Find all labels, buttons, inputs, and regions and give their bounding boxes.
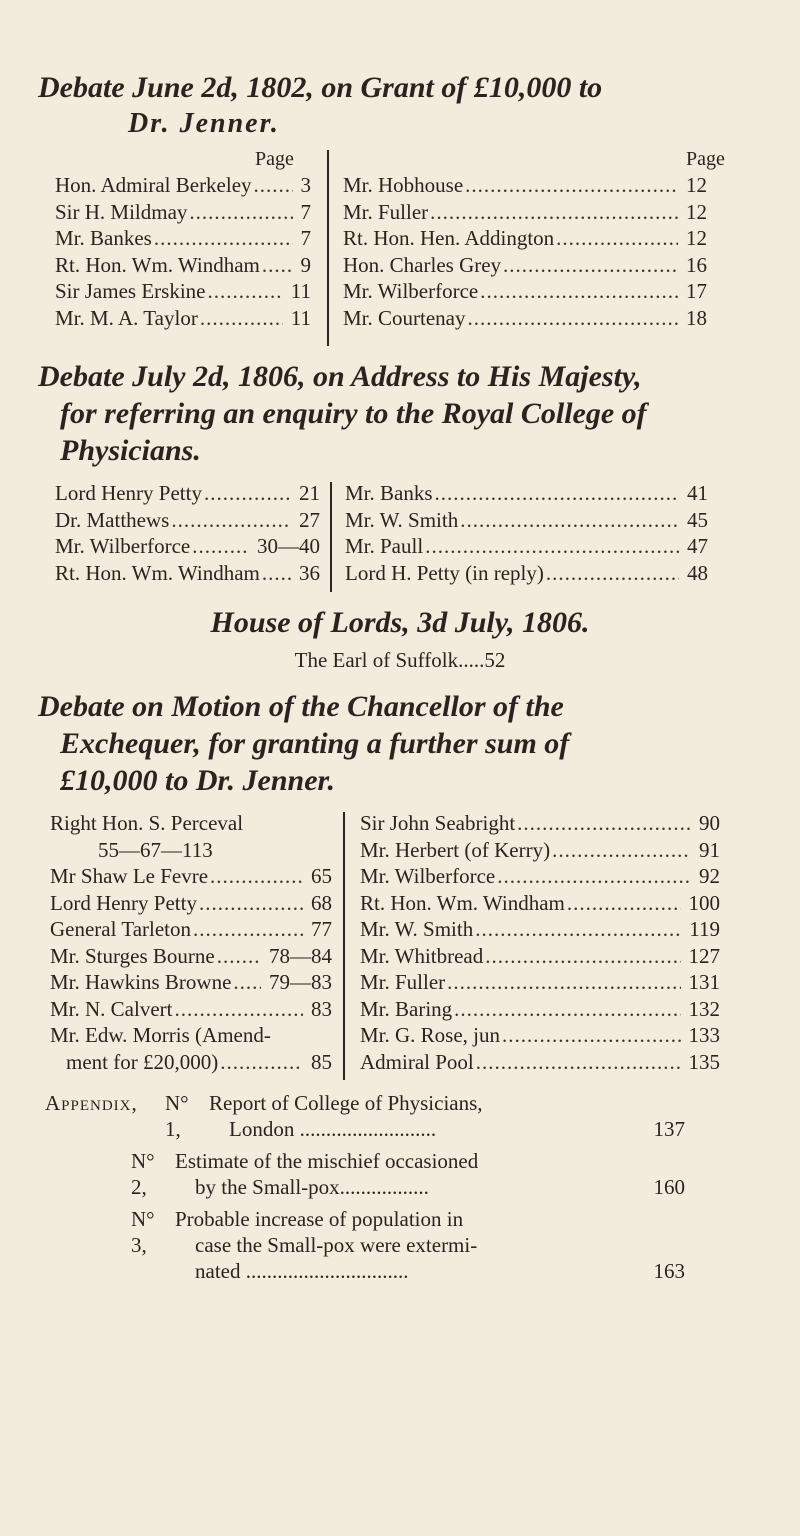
column-divider xyxy=(343,812,345,1080)
list-item: Mr. M. A. Taylor ..... 11 xyxy=(55,305,311,332)
page-label-left: Page xyxy=(255,148,294,170)
appendix-item-3: N° 3, Probable increase of population in case the Small-pox were extermi- nated ............................... 163 xyxy=(131,1207,685,1283)
list-item: Hon. Charles Grey ..... 16 xyxy=(343,252,707,279)
list-item: Mr. Hawkins Browne ..... 79—83 xyxy=(50,969,332,996)
list-item: Mr. N. Calvert ..... 83 xyxy=(50,996,332,1023)
list-item: Lord Henry Petty ..... 21 xyxy=(55,480,320,507)
list-item: Mr. Banks ..... 41 xyxy=(345,480,708,507)
list-item: Hon. Admiral Berkeley ..... 3 xyxy=(55,172,311,199)
list-item: Mr. W. Smith ..... 119 xyxy=(360,916,720,943)
list-item-pages: 55—67—113 xyxy=(98,837,213,862)
list-item: Sir H. Mildmay ..... 7 xyxy=(55,199,311,226)
list-item: Mr. Hobhouse ..... 12 xyxy=(343,172,707,199)
list-item: Lord H. Petty (in reply) ..... 48 xyxy=(345,560,708,587)
list-item: Mr. Fuller ..... 12 xyxy=(343,199,707,226)
section1-right-list xyxy=(343,172,707,331)
list-item: Right Hon. S. Perceval xyxy=(50,811,244,835)
list-item: Mr. Fuller ..... 131 xyxy=(360,969,720,996)
appendix-item-2: N° 2, Estimate of the mischief occasioned by the Small-pox................. 160 xyxy=(131,1149,685,1199)
section2-heading-line3: Physicians. xyxy=(60,434,201,467)
page-label-right: Page xyxy=(686,148,725,170)
section4-heading xyxy=(38,688,778,799)
column-divider xyxy=(330,482,332,592)
list-item: Mr. G. Rose, jun ..... 133 xyxy=(360,1022,720,1049)
list-item: Rt. Hon. Wm. Windham ..... 9 xyxy=(55,252,311,279)
appendix xyxy=(45,1090,685,1284)
section2-left-list xyxy=(55,480,320,586)
list-item: Mr. Wilberforce ..... 17 xyxy=(343,278,707,305)
list-item: Admiral Pool ..... 135 xyxy=(360,1049,720,1076)
section2-heading xyxy=(38,358,778,469)
section4-heading-line1: Debate on Motion of the Chancellor of the xyxy=(38,690,564,723)
list-item: Mr. W. Smith ..... 45 xyxy=(345,507,708,534)
section2-heading-line1: Debate July 2d, 1806, on Address to His Majesty, xyxy=(38,360,642,393)
list-item: Lord Henry Petty ..... 68 xyxy=(50,890,332,917)
section4-left-list xyxy=(50,810,332,1075)
list-item: Sir John Seabright ..... 90 xyxy=(360,810,720,837)
list-item: Rt. Hon. Wm. Windham ..... 100 xyxy=(360,890,720,917)
list-item: Rt. Hon. Hen. Addington ..... 12 xyxy=(343,225,707,252)
section1-heading-line1: Debate June 2d, 1802, on Grant of £10,000 to xyxy=(38,71,603,104)
list-item: Mr. Wilberforce ..... 30—40 xyxy=(55,533,320,560)
list-item: Rt. Hon. Wm. Windham ..... 36 xyxy=(55,560,320,587)
section4-heading-line2: Exchequer, for granting a further sum of xyxy=(60,727,570,760)
appendix-label: Appendix, xyxy=(45,1091,138,1115)
list-item: Mr. Bankes ..... 7 xyxy=(55,225,311,252)
list-item: Mr. Sturges Bourne ..... 78—84 xyxy=(50,943,332,970)
list-item: Mr. Edw. Morris (Amend- xyxy=(50,1023,271,1047)
column-divider xyxy=(327,150,329,346)
list-item: General Tarleton ..... 77 xyxy=(50,916,332,943)
section4-right-list xyxy=(360,810,720,1075)
section3-heading: House of Lords, 3d July, 1806. xyxy=(210,606,590,639)
list-item: Mr Shaw Le Fevre ..... 65 xyxy=(50,863,332,890)
list-item: Mr. Baring ..... 132 xyxy=(360,996,720,1023)
section1-heading-line2: Dr. Jenner. xyxy=(128,108,280,139)
section3-entry: The Earl of Suffolk.....52 xyxy=(294,648,506,672)
section1-left-list xyxy=(55,172,311,331)
appendix-item-1: Appendix, N° 1, Report of College of Physicians, London .......................... 137 xyxy=(45,1091,685,1141)
list-item: Dr. Matthews ..... 27 xyxy=(55,507,320,534)
section1-heading xyxy=(38,70,778,142)
list-item: Mr. Herbert (of Kerry) ..... 91 xyxy=(360,837,720,864)
section2-right-list xyxy=(345,480,708,586)
section4-heading-line3: £10,000 to Dr. Jenner. xyxy=(60,764,336,797)
list-item: Mr. Whitbread ..... 127 xyxy=(360,943,720,970)
list-item: Sir James Erskine ..... 11 xyxy=(55,278,311,305)
list-item: Mr. Paull ..... 47 xyxy=(345,533,708,560)
list-item: ment for £20,000) ..... 85 xyxy=(50,1049,332,1076)
list-item: Mr. Courtenay ..... 18 xyxy=(343,305,707,332)
section2-heading-line2: for referring an enquiry to the Royal College of xyxy=(60,397,647,430)
list-item: Mr. Wilberforce ..... 92 xyxy=(360,863,720,890)
